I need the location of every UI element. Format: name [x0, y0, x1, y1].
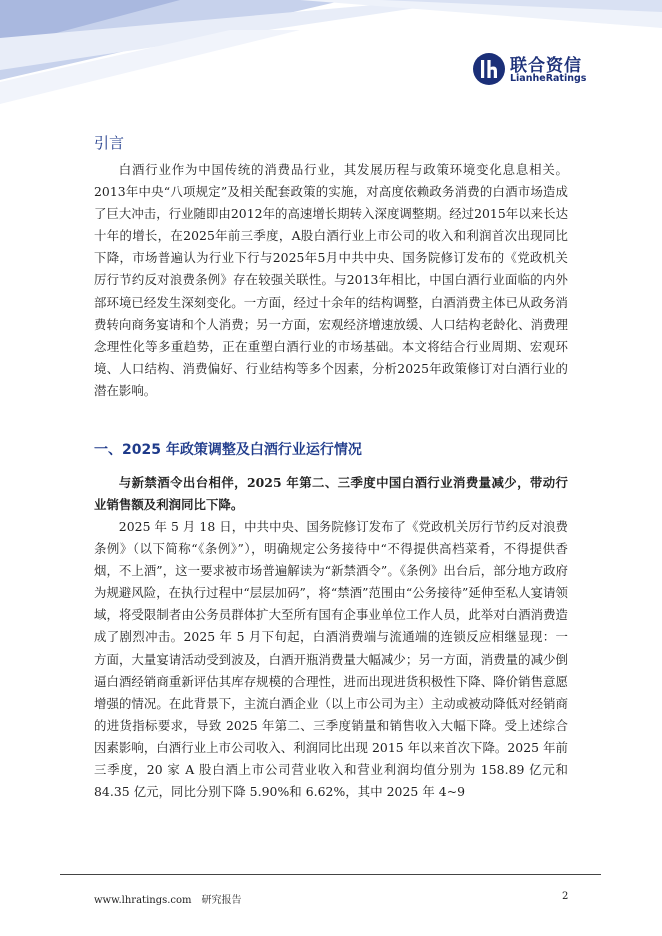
- footer-url: www.lhratings.com 研究报告: [94, 895, 242, 906]
- page-number: 2: [562, 891, 569, 902]
- section-1-lead: 与新禁酒令出台相伴，2025 年第二、三季度中国白酒行业消费量减少，带动行业销售额及利润同比下降。: [94, 475, 568, 513]
- company-logo: [472, 50, 602, 90]
- intro-heading: 引言: [94, 134, 125, 152]
- logo-english-name: LianheRatings: [510, 73, 587, 84]
- intro-paragraph: 白酒行业作为中国传统的消费品行业，其发展历程与政策环境变化息息相关。2013年中央“八项规定”及相关配套政策的实施，对高度依赖政务消费的白酒市场造成了巨大冲击，行业随即由2012年的高速增长期转入深度调整期。经过2015年以来长达十年的增长，在2025年前三季度，A股白酒行业上市公司的收入和利润首次出现同比下降，市场普遍认为行业下行与2025年5月中共中央、国务院修订发布的《党政机关厉行节约反对浪费条例》存在较强关联性。与2013年相比，中国白酒行业面临的内外部环境已经发生深刻变化。一方面，经过十余年的结构调整，白酒消费主体已从政务消费转向商务宴请和个人消费；另一方面，宏观经济增速放缓、人口结构老龄化、消费理念理性化等多重趋势，正在重塑白酒行业的市场基础。本文将结合行业周期、宏观环境、人口结构、消费偏好、行业结构等多个因素，分析2025年政策修订对白酒行业的潜在影响。: [94, 162, 569, 398]
- section-1-heading: 一、2025 年政策调整及白酒行业运行情况: [94, 442, 362, 458]
- logo-chinese-name: 联合资信: [510, 56, 582, 76]
- section-1-paragraph: 2025 年 5 月 18 日，中共中央、国务院修订发布了《党政机关厉行节约反对浪费条例》（以下简称“《条例》”），明确规定公务接待中“不得提供高档菜肴，不得提供香烟，不上酒”，这一要求被市场普遍解读为“新禁酒令”。《条例》出台后，部分地方政府为规避风险，在执行过程中“层层加码”，将“禁酒”范围由“公务接待”延伸至私人宴请领域，将受限制者由公务员群体扩大至所有国有企事业单位工作人员，此举对白酒消费造成了剧烈冲击。2025 年 5 月下旬起，白酒消费端与流通端的连锁反应相继显现：一方面，大量宴请活动受到波及，白酒开瓶消费量大幅减少；另一方面，消费量的减少倒逼白酒经销商重新评估其库存规模的合理性，进而出现进货积极性下降、降价销售意愿增强的情况。在此背景下，主流白酒企业（以上市公司为主）主动或被动降低对经销商的进货指标要求，导致 2025 年第二、三季度销量和销售收入大幅下降。受上述综合因素影响，白酒行业上市公司收入、利润同比出现 2015 年以来首次下降。2025 年前三季度，20 家 A 股白酒上市公司营业收入和营业利润均值分别为 158.89 亿元和 84.35 亿元，同比分别下降 5.90%和 6.62%，其中 2025 年 4~9: [94, 519, 568, 800]
- footer-divider: [60, 874, 601, 875]
- lianhe-logo-icon: [472, 52, 506, 86]
